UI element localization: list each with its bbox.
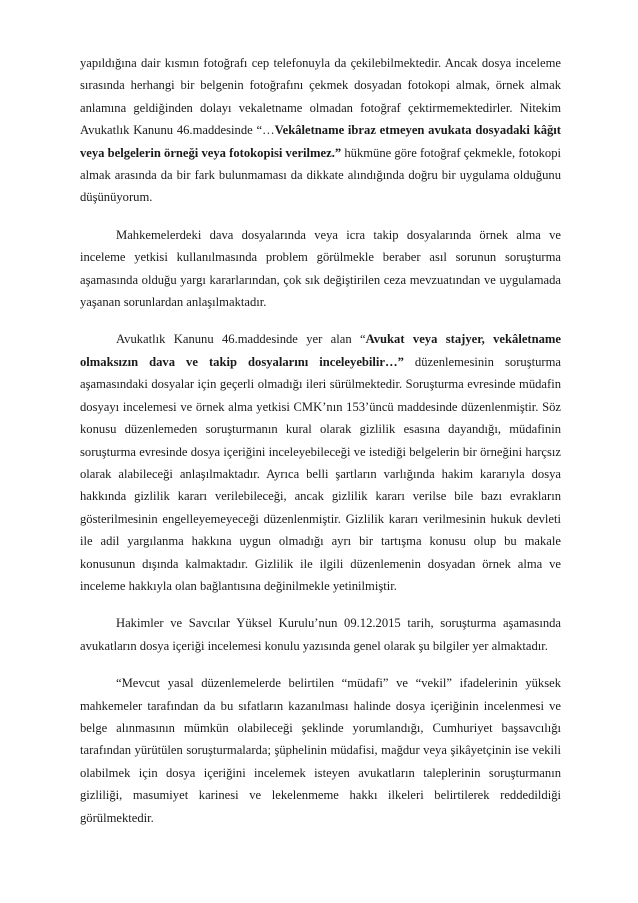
text-segment: Hakimler ve Savcılar Yüksel Kurulu’nun 09.12.2015 tarih, soruşturma aşamasında avukatların dosya içeriği incelemesi konulu yazısında genel olarak şu bilgiler yer almaktadır.	[80, 616, 561, 653]
bold-quote: Vekâletname ibraz etmeyen avukata dosyadaki kâğıt veya belgelerin örneği veya fotokopisi verilmez.”	[80, 123, 561, 160]
paragraph-5	[80, 672, 561, 829]
paragraph-3	[80, 328, 561, 597]
bold-quote: Avukat veya stajyer, vekâletname olmaksızın dava ve takip dosyalarını inceleyebilir…”	[80, 332, 561, 369]
text-segment: düzenlemesinin soruşturma aşamasındaki dosyalar için geçerli olmadığı ileri sürülmektedir. Soruşturma evresinde müdafin dosyayı incelemesi ve örnek alma yetkisi CMK’nın 153’üncü maddesinde düzenlenmiştir. Söz konusu düzenlemeden soruşturmanın kural olarak gizlilik esasına dayandığı, müdafinin soruşturma evresinde dosya içeriğini inceleyebileceği ve istediği belgelerin bir örneğini harçsız olarak alabileceği anlaşılmaktadır. Ayrıca belli şartların varlığında hakim kararıyla dosya hakkında gizlilik kararı verilebileceği, ancak gizlilik kararı verilse bile bazı evrakların gösterilmesinin engelleyemeyeceği düzenlenmiştir. Gizlilik kararı verilmesinin hukuk devleti ile adil yargılanma hakkına uygun olmadığı ayrı bir tartışma konusu olup bu makale konusunun dışında kalmaktadır. Gizlilik ile ilgili düzenlemenin dosyadan örnek alma ve inceleme hakkıyla olan bağlantısına değinilmekle yetinilmiştir.	[80, 354, 561, 593]
text-segment: Mahkemelerdeki dava dosyalarında veya icra takip dosyalarında örnek alma ve inceleme yetkisi kullanılmasında problem görülmekle beraber asıl sorunun soruşturma aşamasında olduğu yargı kararlarından, çok sık değiştirilen ceza mevzuatından ve uygulamada yaşanan sorunlardan anlaşılmaktadır.	[80, 227, 561, 310]
text-segment: hükmüne göre fotoğraf çekmekle, fotokopi almak arasında da bir fark bulunmaması da dikkate alındığında doğru bir uygulama olduğunu düşünüyorum.	[80, 145, 562, 205]
text-segment: yapıldığına dair kısmın fotoğrafı cep telefonuyla da çekilebilmektedir. Ancak dosya inceleme sırasında herhangi bir belgenin fotoğrafını çekmek dosyadan fotokopi almak, örnek almak anlamına geldiğinden dolayı vekaletname olmadan fotoğraf çektirmemektedirler. Nitekim Avukatlık Kanunu 46.maddesinde “…	[80, 56, 561, 138]
paragraph-1	[80, 52, 561, 209]
paragraph-2	[80, 224, 561, 314]
text-segment: Avukatlık Kanunu 46.maddesinde yer alan “	[116, 332, 366, 347]
paragraph-4	[80, 612, 561, 657]
document-body	[80, 52, 561, 844]
text-segment: “Mevcut yasal düzenlemelerde belirtilen “müdafi” ve “vekil” ifadelerinin yüksek mahkemeler tarafından da bu sıfatların kazanılması halinde dosya içeriğinin incelenmesi ve belge alınmasının mümkün olabileceği şeklinde yorumlandığı, Cumhuriyet başsavcılığı tarafından yürütülen soruşturmalarda; şüphelinin müdafisi, mağdur veya şikâyetçinin ise vekili olabilmek için dosya içeriğini incelemek isteyen avukatların taleplerinin soruşturmanın gizliliği, masumiyet karinesi ve lekelenmeme hakkı ilkeleri belirtilerek reddedildiği görülmektedir.	[80, 676, 561, 825]
